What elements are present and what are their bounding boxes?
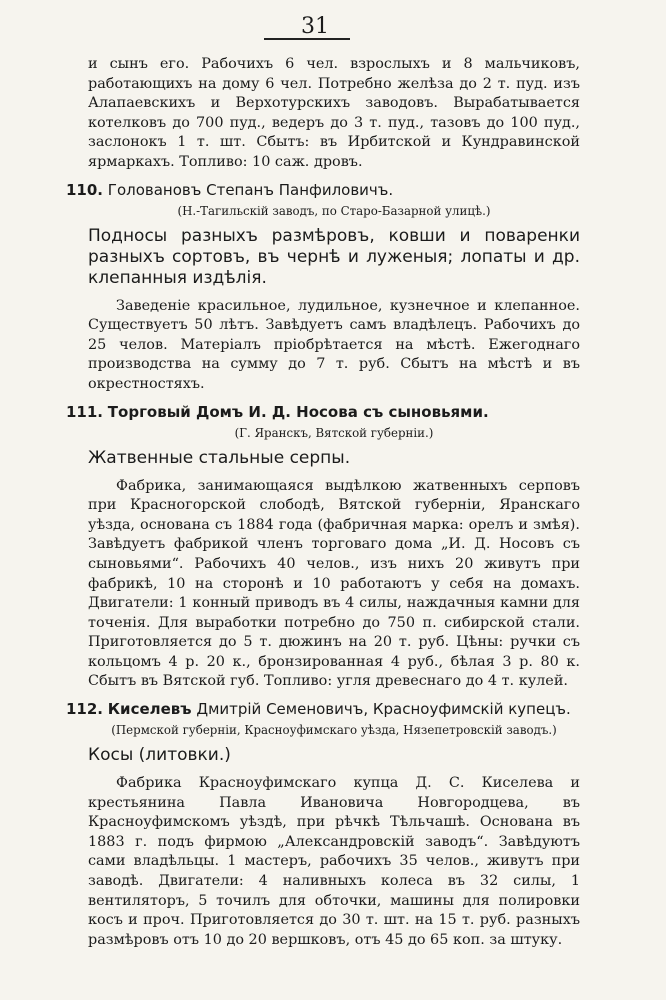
entry-product: Подносы разныхъ размѣровъ, ковши и поваренки разныхъ сортовъ, въ чернѣ и луженыя; лопаты и др. клепанныя издѣлія. <box>88 225 580 288</box>
entry-name-rest: Дмитрій Семеновичъ, Красноуфимскій купецъ. <box>196 700 571 719</box>
entry-description: Фабрика Красноуфимскаго купца Д. С. Киселева и крестьянина Павла Ивановича Новгородцева, въ Красноуфимскомъ уѣздѣ, при рѣчкѣ Тѣльчашѣ. Основана въ 1883 г. подъ фирмою „Александровскій заводъ“. Завѣдуютъ сами владѣльцы. 1 мастеръ, рабочихъ 35 челов., живутъ при заводѣ. Двигатели: 4 наливныхъ колеса въ 32 силы, 1 вентиляторъ, 5 точилъ для обточки, машины для полировки косъ и проч. Приготовляется до 30 т. шт. на 15 т. руб. разныхъ размѣровъ отъ 10 до 20 вершковъ, отъ 45 до 65 коп. за штуку. <box>88 775 580 948</box>
entry-number: 111. <box>66 402 104 421</box>
page-number-rule <box>264 38 350 40</box>
entry-description: Заведеніе красильное, лудильное, кузнечное и клепанное. Существуетъ 50 лѣтъ. Завѣдуетъ самъ владѣлецъ. Рабочихъ до 25 челов. Матеріалъ пріобрѣтается на мѣстѣ. Ежегоднаго производства на сумму до 7 т. руб. Сбытъ на мѣстѣ и въ окрестностяхъ. <box>88 297 580 392</box>
entry-product: Жатвенные стальные серпы. <box>88 447 351 468</box>
entry-heading <box>66 401 580 423</box>
entry-description: Фабрика, занимающаяся выдѣлкою жатвенныхъ серповъ при Красногорской слободѣ, Вятской губерніи, Яранскаго уѣзда, основана съ 1884 года (фабричная марка: орелъ и змѣя). Завѣдуетъ фабрикой членъ торговаго дома „И. Д. Носовъ съ сыновьями“. Рабочихъ 40 челов., изъ нихъ 20 живутъ при фабрикѣ, 10 на сторонѣ и 10 работаютъ у себя на домахъ. Двигатели: 1 конный приводъ въ 4 силы, наждачныя камни для точенія. Для выработки потребно до 750 п. сибирской стали. Приготовляется до 5 т. дюжинъ на 20 т. руб. Цѣны: ручки съ кольцомъ 4 р. 20 к., бронзированная 4 руб., бѣлая 3 р. 80 к. Сбытъ въ Вятской губ. Топливо: угля древеснаго до 4 т. кулей. <box>88 477 580 690</box>
entry-product: Косы (литовки.) <box>88 745 231 766</box>
entry-address: (Н.-Тагильскій заводъ, по Старо-Базарной улицѣ.) <box>177 203 491 218</box>
intro-paragraph: и сынъ его. Рабочихъ 6 чел. взрослыхъ и 8 мальчиковъ, работающихъ на дому 6 чел. Потребно желѣза до 2 т. пуд. изъ Алапаевскихъ и Верхотурскихъ заводовъ. Вырабатывается котелковъ до 700 пуд., ведеръ до 3 т. пуд., тазовъ до 100 пуд., заслонокъ 1 т. шт. Сбытъ: въ Ирбитской и Кундравинской ярмаркахъ. Топливо: 10 саж. дровъ. <box>88 56 580 170</box>
entry-number: 112. <box>66 700 104 719</box>
entry-112 <box>66 698 580 950</box>
entry-surname: Киселевъ <box>107 700 192 719</box>
entry-number: 110. <box>66 180 104 199</box>
entry-110 <box>66 179 580 395</box>
entry-111 <box>66 401 580 693</box>
entry-heading <box>66 698 580 720</box>
entry-name: Головановъ Степанъ Панфиловичъ. <box>107 180 394 199</box>
entry-address: (Г. Яранскъ, Вятской губерніи.) <box>234 425 434 440</box>
entry-heading <box>66 179 580 201</box>
page-body <box>66 55 580 950</box>
entry-address: (Пермской губерніи, Красноуфимскаго уѣзда, Нязепетровскій заводъ.) <box>111 723 557 738</box>
entry-name: Торговый Домъ И. Д. Носова съ сыновьями. <box>107 402 489 421</box>
page-number: 31 <box>301 14 329 39</box>
